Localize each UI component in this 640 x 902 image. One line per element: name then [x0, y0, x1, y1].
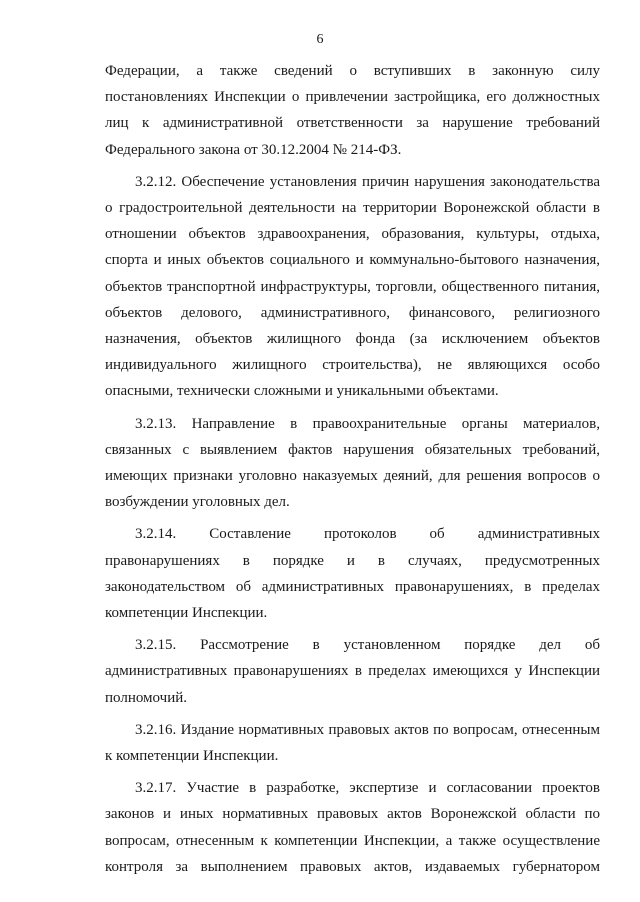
paragraph-3-2-16: 3.2.16. Издание нормативных правовых актов по вопросам, отнесенным к компетенции Инспекции. — [105, 721, 600, 765]
page-number: 6 — [316, 32, 324, 47]
paragraph-3-2-15: 3.2.15. Рассмотрение в установленном порядке дел об административных правонарушениях в пределах имеющихся у Инспекции полномочий. — [105, 637, 600, 706]
paragraph-continuation: Федерации, а также сведений о вступивших в законную силу постановлениях Инспекции о привлечении застройщика, его должностных лиц к административной ответственности за нарушение требований Федерального закона от 30.12.2004 № 214-ФЗ. — [105, 63, 600, 158]
paragraph-3-2-13: 3.2.13. Направление в правоохранительные органы материалов, связанных с выявлением фактов нарушения обязательных требований, имеющих признаки уголовно наказуемых деяний, для решения вопросов о возбуждении уголовных дел. — [105, 415, 600, 511]
paragraph-3-2-14: 3.2.14. Составление протоколов об административных правонарушениях в порядке и в случаях, предусмотренных законодательством об административных правонарушениях, в пределах компетенции Инспекции. — [105, 526, 600, 622]
document-body — [105, 58, 600, 880]
paragraph-3-2-12: 3.2.12. Обеспечение установления причин нарушения законодательства о градостроительной деятельности на территории Воронежской области в отношении объектов здравоохранения, образования, культуры, отдыха, спорта и иных объектов социального и коммунально-бытового назначения, объектов транспортной инфраструктуры, торговли, общественного питания, объектов делового, административного, финансового, религиозного назначения, объектов жилищного фонда (за исключением объектов индивидуального жилищного строительства), не являющихся особо опасными, технически сложными и уникальными объектами. — [105, 173, 600, 400]
paragraph-3-2-17: 3.2.17. Участие в разработке, экспертизе и согласовании проектов законов и иных нормативных правовых актов Воронежской области по вопросам, отнесенным к компетенции Инспекции, а также осуществление контроля за выполнением правовых актов, издаваемых губернатором — [105, 780, 600, 875]
